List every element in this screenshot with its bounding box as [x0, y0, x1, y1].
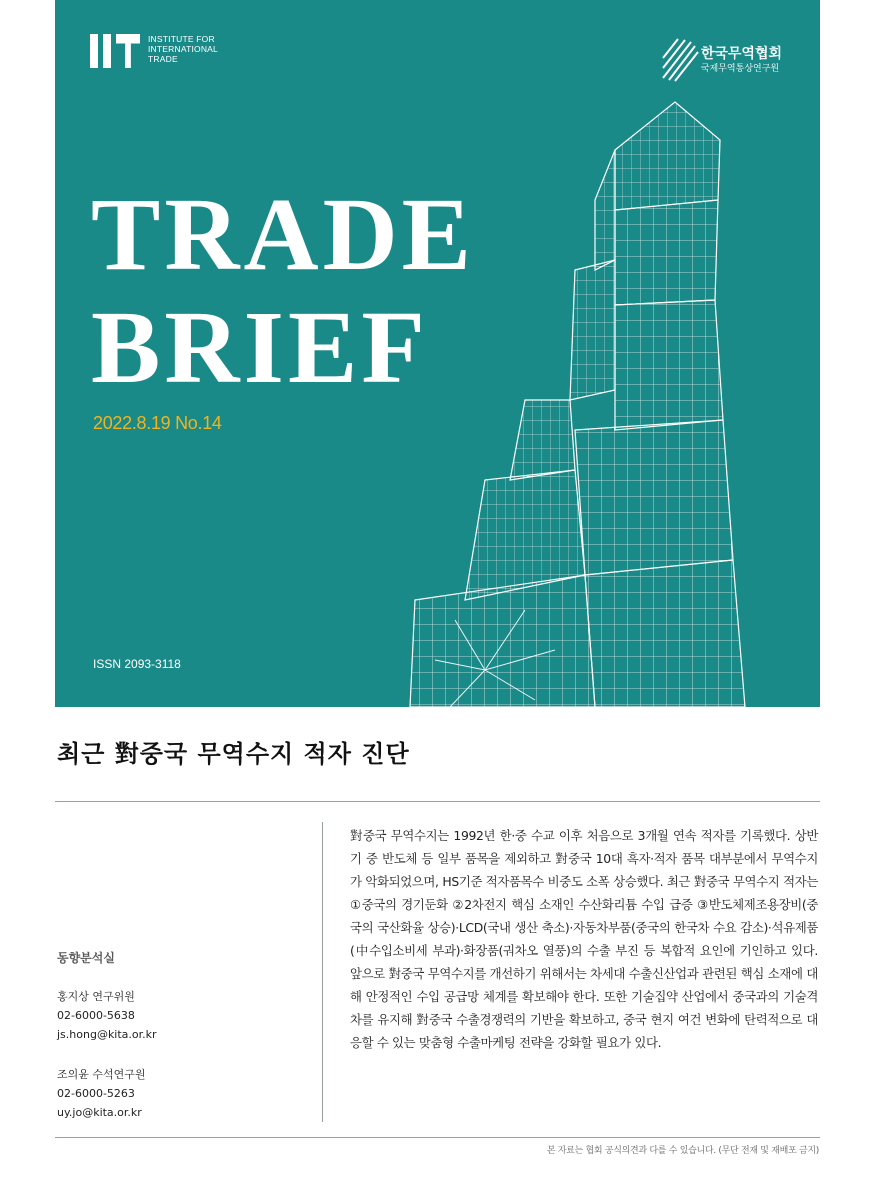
- department-label: 동향분석실: [57, 951, 115, 965]
- author-block: [57, 987, 157, 1044]
- iit-logo-text: INSTITUTE FOR INTERNATIONAL TRADE: [148, 34, 218, 64]
- kita-logo: [661, 38, 782, 82]
- author-email[interactable]: uy.jo@kita.or.kr: [57, 1106, 142, 1119]
- kita-name: 한국무역협회: [700, 45, 782, 62]
- author-name: 조의윤 수석연구원: [57, 1068, 146, 1081]
- column-divider: [322, 822, 323, 1122]
- author-email[interactable]: js.hong@kita.or.kr: [57, 1028, 157, 1041]
- report-headline: 최근 對중국 무역수지 적자 진단: [57, 740, 410, 768]
- brief-title-line2: BRIEF: [91, 290, 429, 405]
- issn: ISSN 2093-3118: [93, 657, 181, 671]
- author-block: [57, 1065, 146, 1122]
- author-name: 홍지상 연구위원: [57, 990, 135, 1003]
- footer-notice: 본 자료는 협회 공식의견과 다를 수 있습니다. (무단 전재 및 재배포 금지): [546, 1146, 819, 1156]
- brief-title-line1: TRADE: [91, 177, 476, 292]
- bottom-divider: [55, 1137, 820, 1138]
- kita-emblem-icon: [661, 38, 701, 82]
- iit-logo: [90, 34, 218, 68]
- cover-banner: [55, 0, 820, 707]
- iit-logo-mark: [90, 34, 140, 68]
- issue-date-number: 2022.8.19 No.14: [93, 413, 222, 433]
- top-divider: [55, 801, 820, 802]
- author-phone: 02-6000-5263: [57, 1087, 135, 1100]
- abstract-text: 對중국 무역수지는 1992년 한·중 수교 이후 처음으로 3개월 연속 적자를 기록했다. 상반기 중 반도체 등 일부 품목을 제외하고 對중국 10대 흑자·적자 품목 대부분에서 무역수지가 악화되었으며, HS기준 적자품목수 비중도 소폭 상승했다. 최근 對중국 무역수지 적자는 ①중국의 경기둔화 ②2차전지 핵심 소재인 수산화리튬 수입 급증 ③반도체제조용장비(중국의 국산화율 상승)·LCD(국내 생산 축소)·자동차부품(중국의 한국차 수요 감소)·석유제품(中수입소비세 부과)·화장품(궈차오 열풍)의 수출 부진 등 복합적 요인에 기인하고 있다. 앞으로 對중국 무역수지를 개선하기 위해서는 차세대 수출신산업과 관련된 핵심 소재에 대해 안정적인 수입 공급망 체계를 확보해야 한다. 또한 기술집약 산업에서 중국과의 기술격차를 유지해 對중국 수출경쟁력의 기반을 확보하고, 중국 현지 여건 변화에 탄력적으로 대응할 수 있는 맞춤형 수출마케팅 전략을 강화할 필요가 있다.: [350, 828, 818, 1050]
- author-phone: 02-6000-5638: [57, 1009, 135, 1022]
- kita-subname: 국제무역통상연구원: [700, 63, 780, 74]
